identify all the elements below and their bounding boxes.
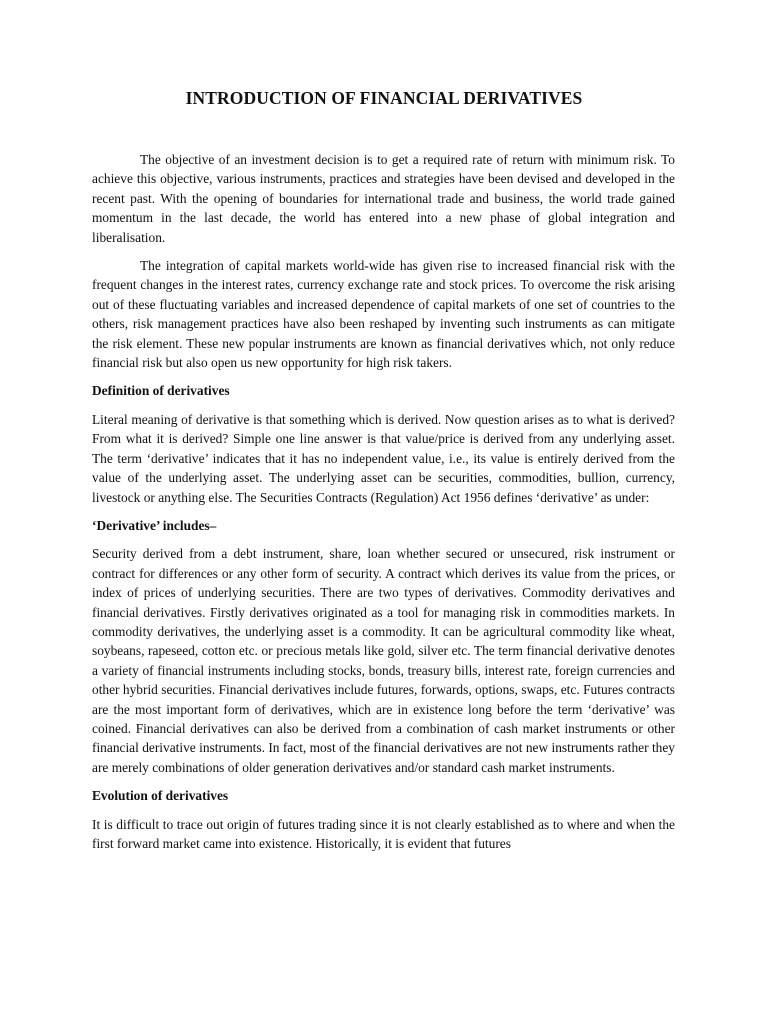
heading-derivative-includes: ‘Derivative’ includes–: [92, 517, 217, 533]
paragraph-evolution: It is difficult to trace out origin of futures trading since it is not clearly established as to where and when the first forward market came into existence. Historically, it is evident that futures: [92, 816, 675, 851]
heading-definition: Definition of derivatives: [92, 383, 230, 399]
paragraph-objective: The objective of an investment decision is to get a required rate of return with minimum risk. To achieve this objective, various instruments, practices and strategies have been devised and developed in the recent past. With the opening of boundaries for international trade and business, the world trade gained momentum in the last decade, the world has entered into a new phase of global integration and liberalisation.: [92, 152, 675, 245]
paragraph-integration: The integration of capital markets world-wide has given rise to increased financial risk with the frequent changes in the interest rates, currency exchange rate and stock prices. To overcome the risk arising out of these fluctuating variables and increased dependence of capital markets of one set of countries to the others, risk management practices have also been reshaped by inventing such instruments as can mitigate the risk element. These new popular instruments are known as financial derivatives which, not only reduce financial risk but also open us new opportunity for high risk takers.: [92, 258, 675, 371]
document-title: INTRODUCTION OF FINANCIAL DERIVATIVES: [185, 88, 583, 108]
paragraph-includes: Security derived from a debt instrument, share, loan whether secured or unsecured, risk instrument or contract for differences or any other form of security. A contract which derives its value from the prices, or index of prices of underlying securities. There are two types of derivatives. Commodity derivatives and financial derivatives. Firstly derivatives originated as a tool for managing risk in commodities markets. In commodity derivatives, the underlying asset is a commodity. It can be agricultural commodity like wheat, soybeans, rapeseed, cotton etc. or precious metals like gold, silver etc. The term financial derivative denotes a variety of financial instruments including stocks, bonds, treasury bills, interest rate, foreign currencies and other hybrid securities. Financial derivatives include futures, forwards, options, swaps, etc. Futures contracts are the most important form of derivatives, which are in existence long before the term ‘derivative’ was coined. Financial derivatives can also be derived from a combination of cash market instruments or other financial derivative instruments. In fact, most of the financial derivatives are not new instruments rather they are merely combinations of older generation derivatives and/or standard cash market instruments.: [92, 546, 675, 775]
paragraph-definition: Literal meaning of derivative is that something which is derived. Now question arises as to what is derived? From what it is derived? Simple one line answer is that value/price is derived from any underlying asset. The term ‘derivative’ indicates that it has no independent value, i.e., its value is entirely derived from the value of the underlying asset. The underlying asset can be securities, commodities, bullion, currency, livestock or anything else. The Securities Contracts (Regulation) Act 1956 defines ‘derivative’ as under:: [92, 411, 675, 505]
document-body: [92, 150, 675, 862]
heading-evolution: Evolution of derivatives: [92, 788, 229, 804]
